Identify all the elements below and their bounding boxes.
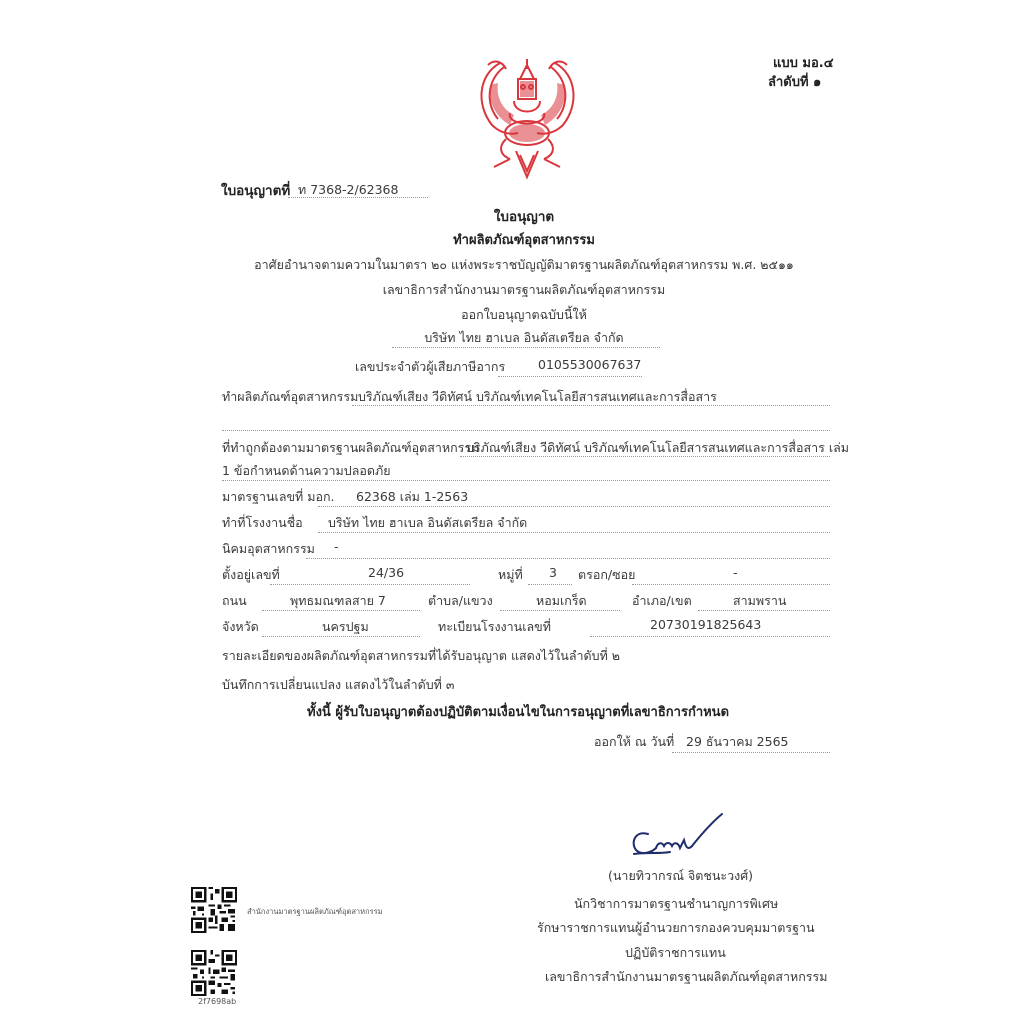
province-label: จังหวัด xyxy=(222,619,259,634)
address-number-label: ตั้งอยู่เลขที่ xyxy=(222,567,280,582)
subdistrict-value: หอมเกร็ด xyxy=(536,593,587,608)
industrial-estate-underline xyxy=(306,558,830,559)
soi-label: ตรอก/ซอย xyxy=(578,567,636,582)
signatory-position-1: นักวิชาการมาตรฐานชำนาญการพิเศษ xyxy=(574,896,779,911)
province-value: นครปฐม xyxy=(322,619,369,634)
document-subtitle: ทำผลิตภัณฑ์อุตสาหกรรม xyxy=(453,233,595,248)
blank-underline xyxy=(222,430,830,431)
factory-registration-underline xyxy=(590,636,830,637)
industrial-estate-label: นิคมอุตสาหกรรม xyxy=(222,541,315,556)
factory-registration-value: 20730191825643 xyxy=(650,617,762,632)
road-underline xyxy=(262,610,420,611)
signatory-position-3: ปฏิบัติราชการแทน xyxy=(625,945,726,960)
licensee-underline xyxy=(392,347,660,348)
signatory-position-4: เลขาธิการสำนักงานมาตรฐานผลิตภัณฑ์อุตสาหกรรม xyxy=(545,969,828,984)
subdistrict-underline xyxy=(500,610,620,611)
licensee-name: บริษัท ไทย ฮาเบล อินดัสเตรียล จำกัด xyxy=(424,330,624,345)
tis-label: มาตรฐานเลขที่ มอก. xyxy=(222,489,335,504)
standard-conform-value-2: 1 ข้อกำหนดด้านความปลอดภัย xyxy=(222,463,391,478)
authority-line: อาศัยอำนาจตามความในมาตรา ๒๐ แห่งพระราชบัญญัติมาตรฐานผลิตภัณฑ์อุตสาหกรรม พ.ศ. ๒๕๑๑ xyxy=(254,257,794,272)
soi-value: - xyxy=(733,565,738,580)
road-label: ถนน xyxy=(222,593,247,608)
tax-id-label: เลขประจำตัวผู้เสียภาษีอากร xyxy=(355,359,506,374)
district-label: อำเภอ/เขต xyxy=(632,593,692,608)
road-value: พุทธมณฑลสาย 7 xyxy=(290,593,386,608)
details-note: รายละเอียดของผลิตภัณฑ์อุตสาหกรรมที่ได้รับอนุญาต แสดงไว้ในลำดับที่ ๒ xyxy=(222,648,621,663)
qr-code-id: 2f7698ab xyxy=(198,997,237,1006)
issued-date-value: 29 ธันวาคม 2565 xyxy=(686,734,789,749)
tax-id-value: 0105530067637 xyxy=(538,357,642,372)
moo-value: 3 xyxy=(549,565,557,580)
factory-value: บริษัท ไทย ฮาเบล อินดัสเตรียล จำกัด xyxy=(328,515,528,530)
signature-icon xyxy=(626,812,726,862)
qr-code-verification-icon[interactable] xyxy=(191,950,237,996)
changes-note: บันทึกการเปลี่ยนแปลง แสดงไว้ในลำดับที่ ๓ xyxy=(222,677,455,692)
address-number-value: 24/36 xyxy=(368,565,405,580)
product-label: ทำผลิตภัณฑ์อุตสาหกรรม xyxy=(222,389,359,404)
district-underline xyxy=(698,610,830,611)
province-underline xyxy=(262,636,420,637)
tax-id-underline xyxy=(498,376,642,377)
product-underline xyxy=(352,405,830,406)
district-value: สามพราน xyxy=(733,593,787,608)
moo-label: หมู่ที่ xyxy=(498,567,523,582)
moo-underline xyxy=(528,584,572,585)
soi-underline xyxy=(632,584,830,585)
qr-caption: สำนักงานมาตรฐานผลิตภัณฑ์อุตสาหกรรม xyxy=(247,907,383,916)
tis-underline xyxy=(318,506,830,507)
license-conditions: ทั้งนี้ ผู้รับใบอนุญาตต้องปฏิบัติตามเงื่อนไขในการอนุญาตที่เลขาธิการกำหนด xyxy=(307,705,730,720)
issue-line: ออกใบอนุญาตฉบับนี้ให้ xyxy=(461,307,587,322)
license-number-value: ท 7368-2/62368 xyxy=(298,182,399,197)
factory-label: ทำที่โรงงานชื่อ xyxy=(222,515,303,530)
qr-code-icon[interactable] xyxy=(191,887,237,933)
factory-underline xyxy=(318,532,830,533)
issued-date-underline xyxy=(672,752,830,753)
standard-conform-label: ที่ทำถูกต้องตามมาตรฐานผลิตภัณฑ์อุตสาหกรรม xyxy=(222,440,480,455)
issued-date-label: ออกให้ ณ วันที่ xyxy=(594,734,675,749)
garuda-emblem-icon xyxy=(470,55,585,180)
standard-conform-value-1: บริภัณฑ์เสียง วีดิทัศน์ บริภัณฑ์เทคโนโลยีสารสนเทศและการสื่อสาร เล่ม xyxy=(466,440,850,455)
signatory-name: (นายทิวากรณ์ จิตชนะวงศ์) xyxy=(608,868,754,883)
license-number-underline xyxy=(288,197,428,198)
form-sequence: ลำดับที่ ๑ xyxy=(768,75,822,90)
issuer-line: เลขาธิการสำนักงานมาตรฐานผลิตภัณฑ์อุตสาหกรรม xyxy=(382,282,666,297)
standard-conform-underline-2 xyxy=(222,480,830,481)
factory-registration-label: ทะเบียนโรงงานเลขที่ xyxy=(438,619,551,634)
license-number-label: ใบอนุญาตที่ xyxy=(221,183,291,199)
form-code: แบบ มอ.๔ xyxy=(773,56,834,71)
industrial-estate-value: - xyxy=(334,539,339,554)
standard-conform-underline-1 xyxy=(460,456,830,457)
signatory-position-2: รักษาราชการแทนผู้อำนวยการกองควบคุมมาตรฐาน xyxy=(537,920,815,935)
product-value: บริภัณฑ์เสียง วีดิทัศน์ บริภัณฑ์เทคโนโลยีสารสนเทศและการสื่อสาร xyxy=(358,389,717,404)
tis-value: 62368 เล่ม 1-2563 xyxy=(356,489,469,504)
subdistrict-label: ตำบล/แขวง xyxy=(428,593,493,608)
address-number-underline xyxy=(270,584,470,585)
document-title: ใบอนุญาต xyxy=(493,209,555,225)
